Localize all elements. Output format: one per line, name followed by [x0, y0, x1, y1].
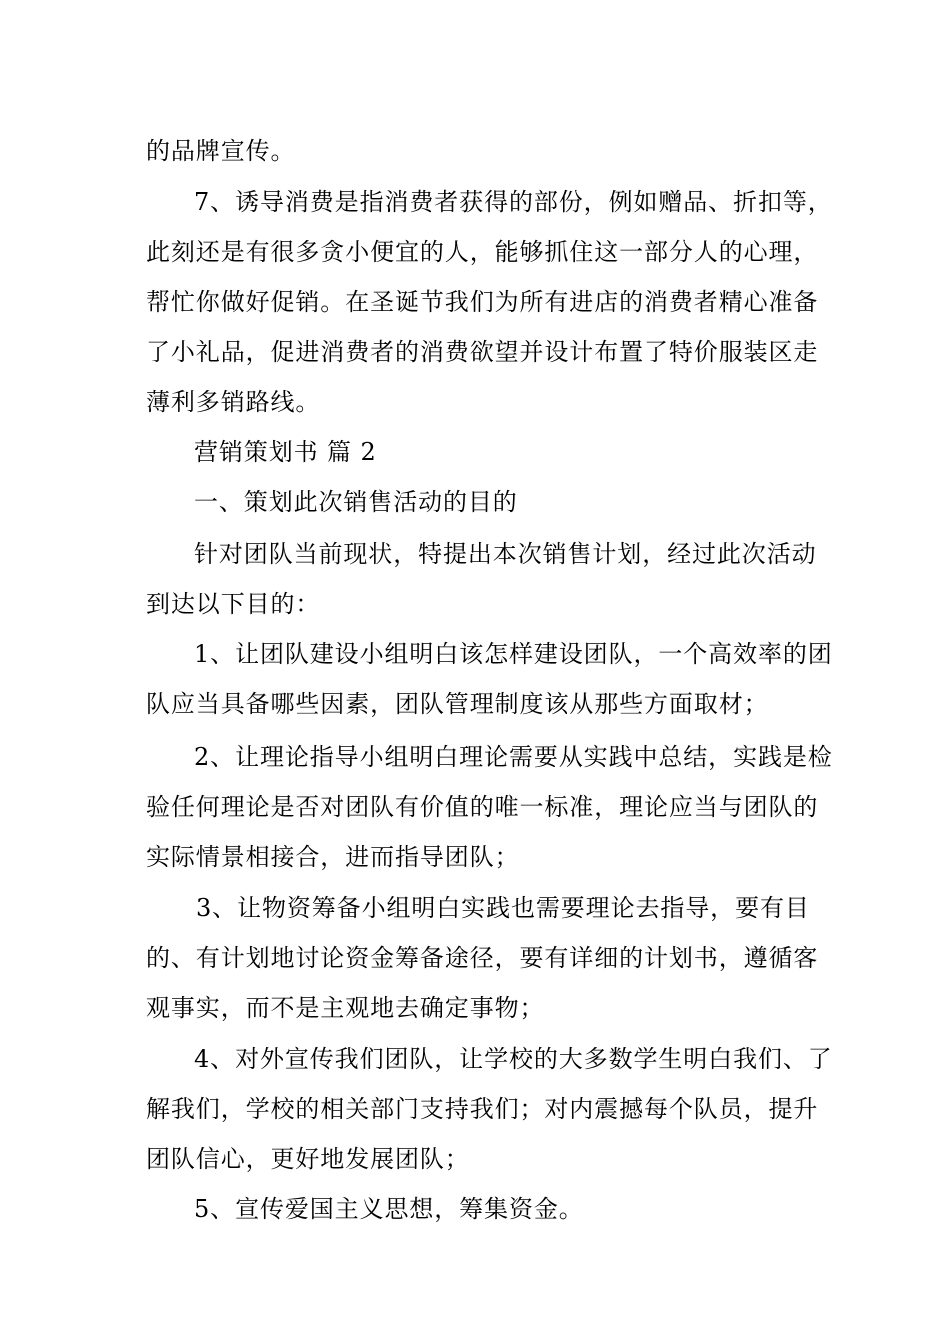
- list-item-line: 验任何理论是否对团队有价值的唯一标准，理论应当与团队的: [146, 793, 819, 821]
- list-item-line: 3、让物资筹备小组明白实践也需要理论去指导，要有目: [196, 894, 810, 922]
- list-item-line: 解我们，学校的相关部门支持我们；对内震撼每个队员，提升: [146, 1095, 819, 1123]
- list-item-line: 团队信心，更好地发展团队；: [146, 1145, 470, 1173]
- paragraph-line: 的品牌宣传。: [146, 137, 296, 165]
- section-heading: 一、策划此次销售活动的目的: [194, 488, 518, 516]
- section-title: 营销策划书 篇 2: [194, 438, 377, 466]
- list-item-line: 5、宣传爱国主义思想，筹集资金。: [194, 1195, 584, 1223]
- paragraph-line: 到达以下目的：: [146, 590, 321, 618]
- paragraph-line: 薄利多销路线。: [146, 388, 321, 416]
- paragraph-line: 帮忙你做好促销。在圣诞节我们为所有进店的消费者精心准备: [146, 288, 819, 316]
- list-item-line: 实际情景相接合，进而指导团队；: [146, 843, 520, 871]
- list-item-line: 1、让团队建设小组明白该怎样建设团队，一个高效率的团: [194, 640, 833, 668]
- paragraph-line: 针对团队当前现状，特提出本次销售计划，经过此次活动: [194, 540, 817, 568]
- paragraph-line: 此刻还是有很多贪小便宜的人，能够抓住这一部分人的心理，: [146, 238, 819, 266]
- list-item-line: 观事实，而不是主观地去确定事物；: [146, 994, 545, 1022]
- paragraph-line: 了小礼品，促进消费者的消费欲望并设计布置了特价服装区走: [146, 338, 819, 366]
- list-item-line: 队应当具备哪些因素，团队管理制度该从那些方面取材；: [146, 690, 769, 718]
- paragraph-line: 7、诱导消费是指消费者获得的部份，例如赠品、折扣等，: [194, 188, 833, 216]
- list-item-line: 4、对外宣传我们团队，让学校的大多数学生明白我们、了: [194, 1045, 833, 1073]
- list-item-line: 2、让理论指导小组明白理论需要从实践中总结，实践是检: [194, 743, 833, 771]
- list-item-line: 的、有计划地讨论资金筹备途径，要有详细的计划书，遵循客: [146, 944, 819, 972]
